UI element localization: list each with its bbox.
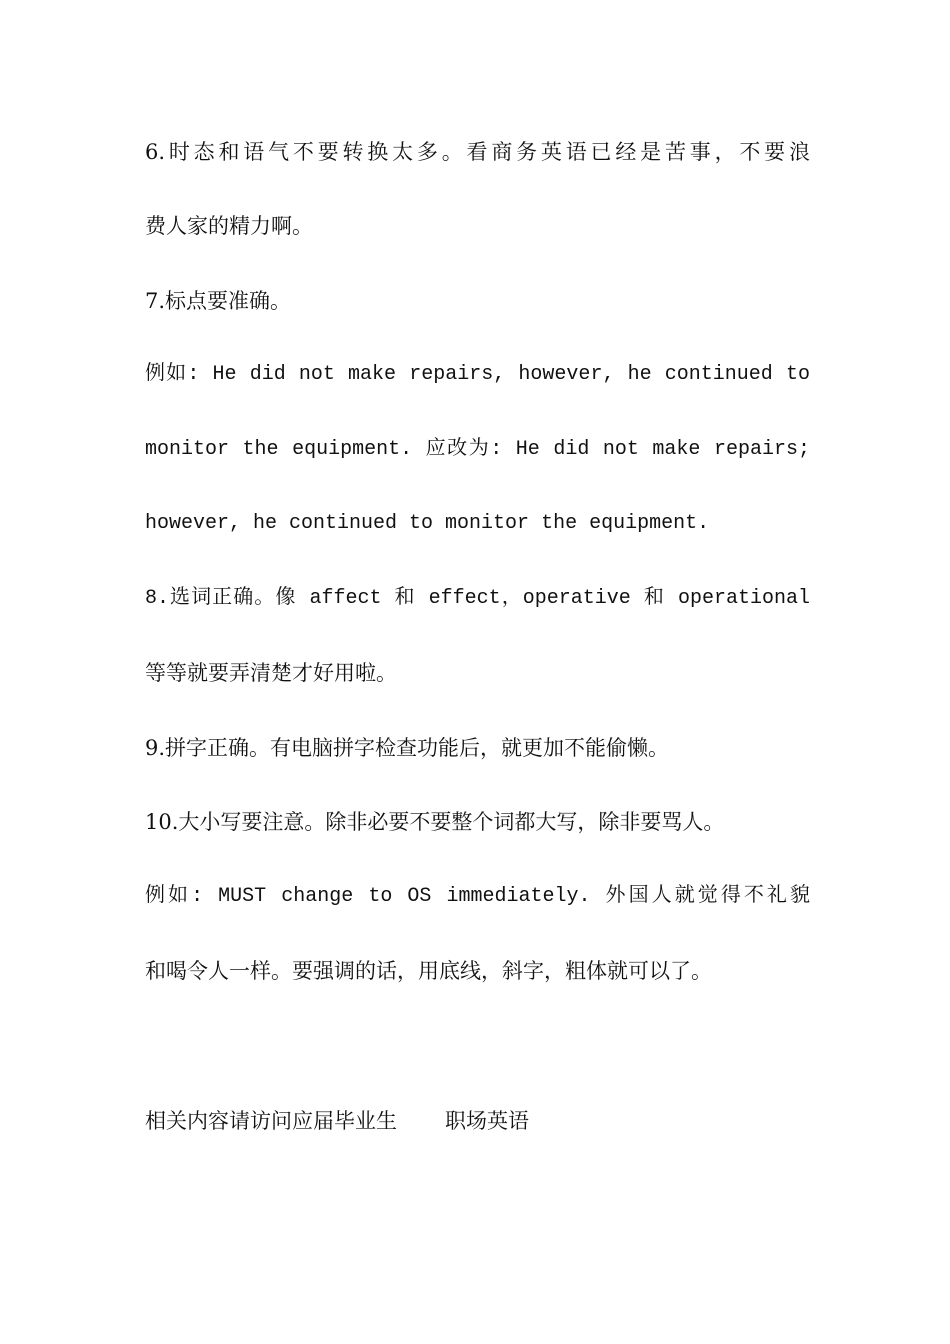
paragraph-6-line-2: 费人家的精力啊。 (145, 214, 313, 238)
paragraph-10-line-1: 10.大小写要注意。除非必要不要整个词都大写，除非要骂人。 (145, 810, 725, 834)
paragraph-7-example-line-1: 例如: He did not make repairs, however, he continued to (145, 363, 810, 386)
related-content-link[interactable]: 职场英语 (445, 1109, 529, 1133)
related-content-text: 相关内容请访问应届毕业生 (145, 1109, 397, 1133)
paragraph-6-line-1: 6.时态和语气不要转换太多。看商务英语已经是苦事，不要浪 (145, 140, 810, 164)
paragraph-9-line-1: 9.拼字正确。有电脑拼字检查功能后，就更加不能偷懒。 (145, 736, 670, 760)
paragraph-8-line-1: 8.选词正确。像 affect 和 effect，operative 和 operational (145, 587, 810, 610)
paragraph-8-line-2: 等等就要弄清楚才好用啦。 (145, 661, 397, 685)
paragraph-10-example-line-1: 例如: MUST change to OS immediately. 外国人就觉得不礼貌 (145, 885, 810, 908)
related-content-footer (145, 1106, 529, 1136)
paragraph-7-example-line-2: monitor the equipment. 应改为: He did not make repairs; (145, 438, 810, 461)
paragraph-7-heading: 7.标点要准确。 (145, 289, 292, 313)
paragraph-10-example-line-2: 和喝令人一样。要强调的话，用底线，斜字，粗体就可以了。 (145, 959, 712, 983)
paragraph-7-example-line-3: however, he continued to monitor the equipment. (145, 512, 710, 535)
